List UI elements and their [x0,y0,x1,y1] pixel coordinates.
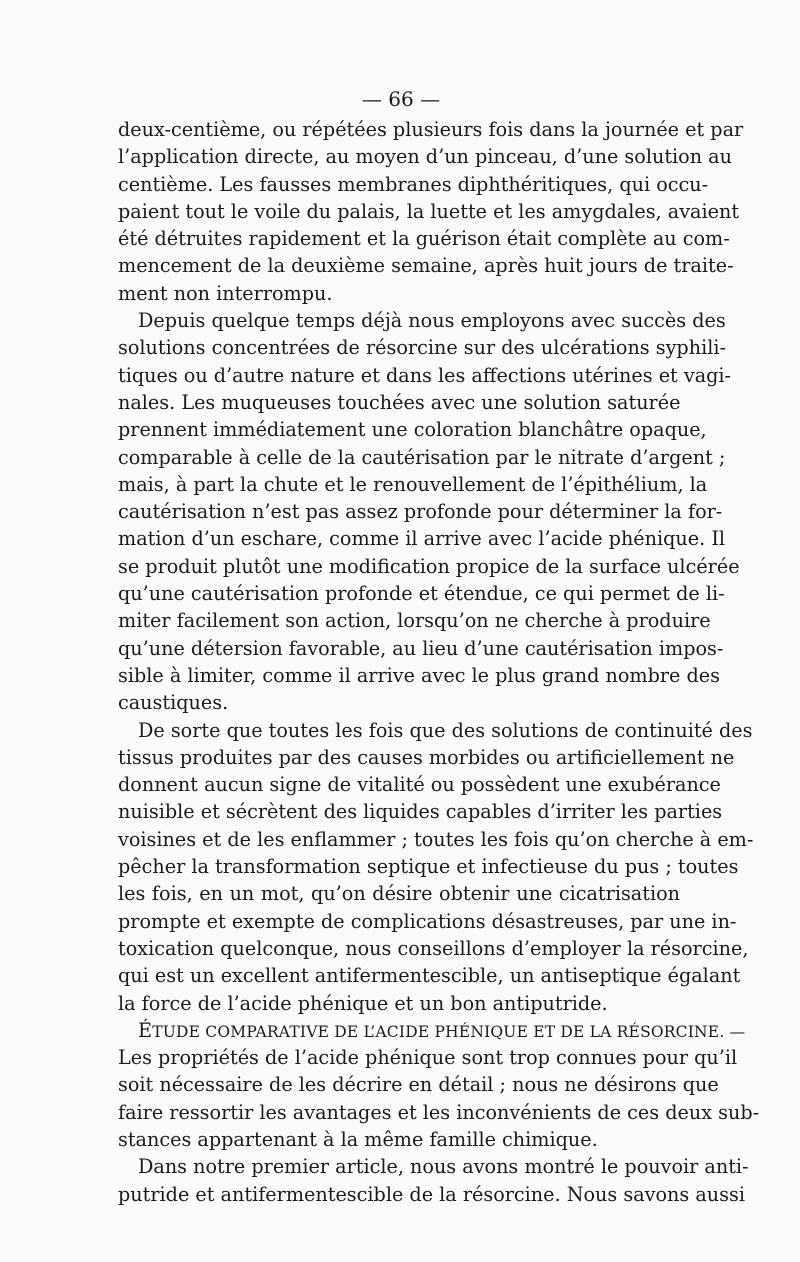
text-line: miter facilement son action, lorsqu’on ne cherche à produire [118,609,711,633]
text-line: qu’une cautérisation profonde et étendue, ce qui permet de li- [118,582,725,606]
text-line: qui est un excellent antifermentescible, un antiseptique égalant [118,964,741,988]
paragraph-2 [118,307,740,716]
text-line: stances appartenant à la même famille chimique. [118,1127,598,1151]
text-line: pêcher la transformation septique et infectieuse du pus ; toutes [118,855,739,879]
text-line: Dans notre premier article, nous avons montré le pouvoir anti- [138,1155,749,1179]
text-line: De sorte que toutes les fois que des solutions de continuité des [138,718,753,742]
text-line: caustiques. [118,691,229,715]
text-line: tissus produites par des causes morbides ou artificiellement ne [118,745,735,769]
text-line: deux-centième, ou répétées plusieurs fois dans la journée et par [118,118,744,141]
text-line: ment non interrompu. [118,281,333,305]
text-line: voisines et de les enflammer ; toutes les fois qu’on cherche à em- [118,827,754,851]
paragraph-4 [118,1017,760,1153]
text-line: prennent immédiatement une coloration blanchâtre opaque, [118,418,707,442]
text-line: paient tout le voile du palais, la luette et les amygdales, avaient [118,199,740,223]
text-line: été détruites rapidement et la guérison était complète au com- [118,227,730,251]
page-body [118,82,760,1208]
section-heading [118,1017,746,1044]
text-line: solutions concentrées de résorcine sur des ulcérations syphili- [118,336,726,360]
text-line: centième. Les fausses membranes diphthéritiques, qui occu- [118,172,709,196]
text-line: mencement de la deuxième semaine, après huit jours de traite- [118,254,734,278]
page-number: — 66 — [361,87,441,111]
text-line: faire ressortir les avantages et les inconvénients de ces deux sub- [118,1100,760,1124]
section-heading-text: TUDE COMPARATIVE DE L’ACIDE PHÉNIQUE ET DE LA RÉSORCINE. — [152,1022,746,1041]
text-line: toxication quelconque, nous conseillons d’employer la résorcine, [118,936,749,960]
paragraph-3 [118,717,754,1017]
paragraph-1 [118,116,744,307]
text-line: nales. Les muqueuses touchées avec une solution saturée [118,390,681,414]
text-line: les fois, en un mot, qu’on désire obtenir une cicatrisation [118,882,680,906]
text-line: prompte et exempte de complications désastreuses, par une in- [118,909,737,933]
text-line: putride et antifermentescible de la résorcine. Nous savons aussi [118,1182,745,1206]
text-line: mation d’un eschare, comme il arrive avec l’acide phénique. Il [118,527,726,551]
text-line: donnent aucun signe de vitalité ou possèdent une exubérance [118,773,721,797]
text-line: la force de l’acide phénique et un bon antiputride. [118,991,608,1015]
paragraph-5 [118,1153,749,1208]
text-line: l’application directe, au moyen d’un pinceau, d’une solution au [118,145,732,169]
text-line: qu’une détersion favorable, au lieu d’une cautérisation impos- [118,636,724,660]
text-line: sible à limiter, comme il arrive avec le plus grand nombre des [118,663,720,687]
text-line: se produit plutôt une modification propice de la surface ulcérée [118,554,740,578]
text-line: cautérisation n’est pas assez profonde pour déterminer la for- [118,500,723,524]
text-line: Depuis quelque temps déjà nous employons avec succès des [138,309,726,333]
section-heading-initial: É [138,1018,153,1042]
text-line: soit nécessaire de les décrire en détail ; nous ne désirons que [118,1073,719,1097]
text-line: mais, à part la chute et le renouvellement de l’épithélium, la [118,472,708,496]
text-line: tiques ou d’autre nature et dans les affections utérines et vagi- [118,363,732,387]
text-line: nuisible et sécrètent des liquides capables d’irriter les parties [118,800,723,824]
text-line: comparable à celle de la cautérisation par le nitrate d’argent ; [118,445,726,469]
text-line: Les propriétés de l’acide phénique sont trop connues pour qu’il [118,1046,738,1070]
